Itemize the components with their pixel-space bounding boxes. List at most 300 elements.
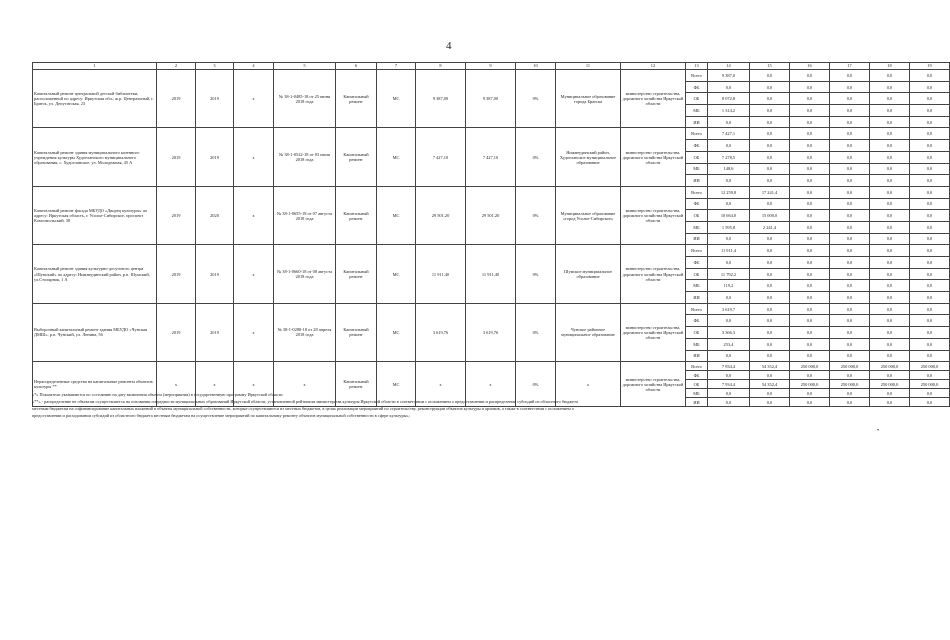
remaining-cost: x (466, 362, 516, 407)
readiness-percent: 0% (516, 70, 556, 128)
funding-value: 0,0 (910, 70, 950, 82)
funding-source: ОБ (686, 151, 708, 163)
funding-value: 0,0 (830, 163, 870, 175)
funding-source: Всего (686, 362, 708, 371)
funding-value: 10 664,0 (708, 210, 750, 222)
funding-source: Всего (686, 70, 708, 82)
funding-value: 0,0 (870, 280, 910, 292)
funding-value: 0,0 (830, 140, 870, 152)
funding-source: ФБ (686, 140, 708, 152)
funding-source: ОБ (686, 268, 708, 280)
column-number: 9 (466, 63, 516, 70)
funding-value: 0,0 (870, 163, 910, 175)
funding-value: 0,0 (750, 163, 790, 175)
funding-value: 0,0 (830, 389, 870, 398)
ownership: МС (377, 186, 416, 244)
funding-source: ИИ (686, 116, 708, 128)
funding-source: ФБ (686, 198, 708, 210)
funding-value: 0,0 (790, 315, 830, 327)
funding-source: МБ (686, 280, 708, 292)
funding-source: ФБ (686, 315, 708, 327)
funding-value: 0,0 (790, 93, 830, 105)
funding-value: 0,0 (708, 389, 750, 398)
funding-source: ОБ (686, 93, 708, 105)
funding-value: 17 241,4 (750, 186, 790, 198)
funding-source: ОБ (686, 210, 708, 222)
year-end: 2020 (196, 186, 234, 244)
funding-value: 0,0 (750, 175, 790, 187)
funding-value: 12 259,8 (708, 186, 750, 198)
funding-value: 250 000,0 (830, 362, 870, 371)
funding-value: 7 278,5 (708, 151, 750, 163)
year-start: 2019 (157, 70, 196, 128)
object-name: Капитальный ремонт центральной детской библиотеки, расположенной по адресу: Иркутская обл., ж.р. Центральный, г. Братск, ул. Депутатская, 23 (33, 70, 157, 128)
funding-value: 0,0 (750, 93, 790, 105)
funding-value: 0,0 (790, 198, 830, 210)
column-number: 16 (790, 63, 830, 70)
funding-value: 54 352,4 (750, 362, 790, 371)
funding-value: 0,0 (910, 233, 950, 245)
funding-source: Всего (686, 186, 708, 198)
estimated-cost: 9 387,00 (416, 70, 466, 128)
funding-source: ИИ (686, 175, 708, 187)
year-start: 2019 (157, 186, 196, 244)
table-row (33, 128, 950, 140)
customer: министерство строительства, дорожного хозяйства Иркутской области (621, 303, 686, 361)
funding-source: ФБ (686, 257, 708, 269)
funding-value: 0,0 (830, 280, 870, 292)
funding-value: 0,0 (910, 140, 950, 152)
funding-value: 0,0 (910, 389, 950, 398)
column-number: 8 (416, 63, 466, 70)
column-number: 11 (556, 63, 621, 70)
object-name: Нераспределенные средства на капитальные ремонты объектов культуры ** (33, 362, 157, 407)
readiness-percent: 0% (516, 128, 556, 186)
funding-value: 0,0 (870, 93, 910, 105)
funding-value: 2 241,4 (750, 221, 790, 233)
funding-value: 0,0 (870, 116, 910, 128)
table-row (33, 245, 950, 257)
funding-value: 0,0 (830, 233, 870, 245)
remaining-cost: 29 501,20 (466, 186, 516, 244)
document-ref: № 38-1-0485-18 от 25 июня 2018 года (274, 70, 336, 128)
funding-value: 0,0 (750, 292, 790, 304)
funding-value: 0,0 (708, 398, 750, 407)
year-end: 2019 (196, 128, 234, 186)
funding-source: Всего (686, 245, 708, 257)
funding-value: 0,0 (870, 81, 910, 93)
column-number: 7 (377, 63, 416, 70)
funding-value: 11 911,4 (708, 245, 750, 257)
funding-source: МБ (686, 338, 708, 350)
funding-value: 0,0 (750, 140, 790, 152)
funding-value: 0,0 (910, 338, 950, 350)
column-number: 13 (686, 63, 708, 70)
col4-value: x (234, 245, 274, 303)
funding-value: 0,0 (790, 128, 830, 140)
funding-value: 0,0 (708, 292, 750, 304)
ownership: МС (377, 70, 416, 128)
customer: министерство строительства, дорожного хозяйства Иркутской области (621, 70, 686, 128)
funding-value: 0,0 (830, 128, 870, 140)
recipient: Муниципальное образование города Братска (556, 70, 621, 128)
estimated-cost: 29 501,20 (416, 186, 466, 244)
funding-value: 0,0 (830, 371, 870, 380)
funding-value: 0,0 (910, 116, 950, 128)
funding-value: 3 366,3 (708, 327, 750, 339)
funding-value: 0,0 (910, 303, 950, 315)
object-name: Выборочный капитальный ремонт здания МБУДО «Чунская ДМШ», р.п. Чунский, ул. Ленина, 56 (33, 303, 157, 361)
customer: министерство строительства, дорожного хозяйства Иркутской области (621, 128, 686, 186)
recipient: Чунское районное муниципальное образование (556, 303, 621, 361)
funding-value: 54 352,4 (750, 380, 790, 389)
funding-value: 0,0 (830, 398, 870, 407)
footnote-line: «**» - распределение не объектам осуществляется на основании очередности муниципальных образований Иркутской области, установленной рейтингом министерства культуры Иркутской области в соответствии с положением о предоставлении и распределении субсидий из областного бюджета (32, 399, 578, 404)
funding-source: МБ (686, 221, 708, 233)
year-end: x (196, 362, 234, 407)
funding-source: Всего (686, 128, 708, 140)
funding-value: 0,0 (830, 268, 870, 280)
year-start: 2019 (157, 303, 196, 361)
funding-value: 0,0 (910, 210, 950, 222)
funding-value: 0,0 (830, 186, 870, 198)
funding-value: 253,4 (708, 338, 750, 350)
funding-value: 0,0 (750, 105, 790, 117)
funding-value: 0,0 (910, 93, 950, 105)
funding-value: 0,0 (750, 350, 790, 362)
funding-value: 0,0 (830, 175, 870, 187)
customer: министерство строительства, дорожного хозяйства Иркутской области (621, 362, 686, 407)
capital-repair-table (32, 62, 950, 407)
estimated-cost: 3 619,76 (416, 303, 466, 361)
funding-value: 119,2 (708, 280, 750, 292)
funding-value: 0,0 (910, 371, 950, 380)
recipient: Муниципальное образование «город Усолье-Сибирское» (556, 186, 621, 244)
work-type: Капитальный ремонт (336, 70, 377, 128)
funding-value: 0,0 (910, 186, 950, 198)
column-number: 2 (157, 63, 196, 70)
funding-source: МБ (686, 105, 708, 117)
estimated-cost: x (416, 362, 466, 407)
object-name: Капитальный ремонт здания культурно-досугового центра «Шумский» по адресу: Нижнеудинский район, р.п. Шумский, ул.Столярная, 1 А (33, 245, 157, 303)
funding-value: 0,0 (790, 398, 830, 407)
funding-value: 0,0 (910, 350, 950, 362)
funding-value: 0,0 (870, 221, 910, 233)
footnotes (32, 391, 872, 419)
estimated-cost: 7 427,10 (416, 128, 466, 186)
funding-value: 0,0 (910, 268, 950, 280)
ownership: МС (377, 303, 416, 361)
funding-value: 0,0 (790, 116, 830, 128)
column-number: 10 (516, 63, 556, 70)
column-number-row (33, 63, 950, 70)
funding-value: 250 000,0 (790, 362, 830, 371)
remaining-cost: 11 911,40 (466, 245, 516, 303)
funding-value: 0,0 (790, 70, 830, 82)
funding-value: 0,0 (870, 315, 910, 327)
funding-value: 0,0 (750, 151, 790, 163)
year-start: 2019 (157, 128, 196, 186)
funding-value: 0,0 (830, 245, 870, 257)
table-row (33, 70, 950, 82)
funding-source: ИИ (686, 398, 708, 407)
funding-value: 0,0 (790, 140, 830, 152)
readiness-percent: 0% (516, 186, 556, 244)
funding-value: 0,0 (830, 292, 870, 304)
funding-value: 0,0 (830, 221, 870, 233)
remaining-cost: 9 387,00 (466, 70, 516, 128)
funding-value: 0,0 (910, 221, 950, 233)
funding-value: 0,0 (750, 338, 790, 350)
funding-value: 0,0 (708, 257, 750, 269)
funding-value: 0,0 (750, 116, 790, 128)
year-start: 2019 (157, 245, 196, 303)
funding-value: 0,0 (870, 210, 910, 222)
funding-value: 0,0 (910, 128, 950, 140)
funding-value: 0,0 (910, 151, 950, 163)
funding-value: 0,0 (750, 257, 790, 269)
column-number: 15 (750, 63, 790, 70)
funding-value: 0,0 (790, 221, 830, 233)
funding-value: 0,0 (708, 350, 750, 362)
funding-value: 0,0 (790, 163, 830, 175)
funding-value: 0,0 (910, 315, 950, 327)
funding-value: 0,0 (870, 70, 910, 82)
funding-value: 0,0 (790, 81, 830, 93)
funding-value: 0,0 (830, 257, 870, 269)
funding-value: 0,0 (790, 151, 830, 163)
funding-value: 0,0 (870, 292, 910, 304)
funding-value: 0,0 (870, 245, 910, 257)
funding-value: 0,0 (910, 398, 950, 407)
funding-value: 0,0 (790, 268, 830, 280)
funding-value: 0,0 (750, 198, 790, 210)
funding-value: 0,0 (910, 198, 950, 210)
col4-value: x (234, 303, 274, 361)
customer: министерство строительства, дорожного хозяйства Иркутской области (621, 245, 686, 303)
recipient: x (556, 362, 621, 407)
remaining-cost: 7 427,10 (466, 128, 516, 186)
col4-value: x (234, 70, 274, 128)
funding-value: 0,0 (910, 292, 950, 304)
funding-value: 0,0 (830, 105, 870, 117)
funding-value: 0,0 (870, 389, 910, 398)
funding-value: 0,0 (790, 257, 830, 269)
column-number: 6 (336, 63, 377, 70)
readiness-percent: 0% (516, 245, 556, 303)
funding-value: 0,0 (830, 327, 870, 339)
funding-value: 250 000,0 (910, 362, 950, 371)
funding-value: 0,0 (790, 245, 830, 257)
ownership: МС (377, 128, 416, 186)
funding-value: 0,0 (790, 389, 830, 398)
document-ref: № 38-1-0660-18 от 08 августа 2018 года (274, 245, 336, 303)
funding-value: 0,0 (870, 198, 910, 210)
funding-value: 0,0 (790, 233, 830, 245)
funding-value: 250 000,0 (870, 380, 910, 389)
funding-value: 0,0 (750, 280, 790, 292)
funding-value: 0,0 (790, 371, 830, 380)
funding-value: 0,0 (910, 175, 950, 187)
customer: министерство строительства, дорожного хозяйства Иркутской области (621, 186, 686, 244)
funding-value: 0,0 (910, 81, 950, 93)
stray-mark: • (877, 428, 880, 434)
funding-value: 9 387,0 (708, 70, 750, 82)
funding-value: 0,0 (870, 151, 910, 163)
funding-value: 0,0 (750, 327, 790, 339)
funding-value: 0,0 (750, 245, 790, 257)
estimated-cost: 11 911,40 (416, 245, 466, 303)
footnote-line: местным бюджетам на софинансирование капитальных вложений в объекты муниципальной собственности, которые осуществляются из местных бюджетов, в целях реализации мероприятий по строительству, реконструкции объектов культуры и архивов, а также в соответствии с положением о (32, 406, 574, 411)
funding-value: 7 934,4 (708, 362, 750, 371)
funding-value: 0,0 (750, 315, 790, 327)
year-end: 2019 (196, 245, 234, 303)
year-end: 2019 (196, 303, 234, 361)
funding-value: 0,0 (790, 175, 830, 187)
funding-source: ФБ (686, 371, 708, 380)
funding-value: 0,0 (910, 257, 950, 269)
funding-value: 0,0 (708, 233, 750, 245)
funding-value: 0,0 (708, 81, 750, 93)
funding-value: 1 314,2 (708, 105, 750, 117)
col4-value: x (234, 128, 274, 186)
table-row (33, 362, 950, 371)
funding-value: 0,0 (830, 93, 870, 105)
funding-source: ИИ (686, 292, 708, 304)
column-number: 5 (274, 63, 336, 70)
funding-value: 0,0 (830, 116, 870, 128)
funding-value: 250 000,0 (790, 380, 830, 389)
funding-value: 0,0 (830, 303, 870, 315)
column-number: 1 (33, 63, 157, 70)
column-number: 14 (708, 63, 750, 70)
readiness-percent: 0% (516, 362, 556, 407)
funding-value: 0,0 (870, 350, 910, 362)
funding-value: 7 427,1 (708, 128, 750, 140)
funding-value: 0,0 (708, 175, 750, 187)
funding-value: 0,0 (790, 292, 830, 304)
document-ref: № 38-1-0522-18 от 03 июля 2018 года (274, 128, 336, 186)
funding-value: 0,0 (830, 70, 870, 82)
column-number: 4 (234, 63, 274, 70)
funding-value: 0,0 (870, 128, 910, 140)
page-number: 4 (446, 40, 452, 52)
funding-value: 3 619,7 (708, 303, 750, 315)
funding-value: 0,0 (910, 327, 950, 339)
funding-value: 250 000,0 (830, 380, 870, 389)
document-ref: x (274, 362, 336, 407)
funding-value: 0,0 (830, 151, 870, 163)
funding-value: 0,0 (750, 303, 790, 315)
funding-value: 11 792,2 (708, 268, 750, 280)
funding-value: 0,0 (790, 210, 830, 222)
funding-value: 0,0 (750, 128, 790, 140)
funding-value: 0,0 (870, 105, 910, 117)
recipient: Шумское муниципальное образование (556, 245, 621, 303)
work-type: Капитальный ремонт (336, 128, 377, 186)
funding-source: ОБ (686, 327, 708, 339)
col4-value: x (234, 362, 274, 407)
funding-value: 0,0 (870, 268, 910, 280)
funding-value: 0,0 (910, 163, 950, 175)
funding-value: 0,0 (790, 105, 830, 117)
column-number: 19 (910, 63, 950, 70)
funding-value: 0,0 (830, 315, 870, 327)
funding-value: 0,0 (910, 280, 950, 292)
footnote-line: предоставлении и расходовании субсидий из областного бюджета местным бюджетам на осуществление мероприятий по капитальному ремонту объектов муниципальной собственности в сфере культуры»; (32, 413, 410, 418)
funding-value: 0,0 (830, 210, 870, 222)
funding-value: 0,0 (830, 350, 870, 362)
remaining-cost: 3 619,76 (466, 303, 516, 361)
funding-value: 0,0 (790, 280, 830, 292)
funding-value: 0,0 (870, 303, 910, 315)
funding-value: 0,0 (708, 315, 750, 327)
funding-value: 0,0 (708, 116, 750, 128)
funding-value: 0,0 (830, 198, 870, 210)
funding-value: 0,0 (750, 398, 790, 407)
object-name: Капитальный ремонт здания муниципального казенного учреждения культуры Худоеланского муниципального образования, с. Худоеланское, ул. Молодежная, 45 А (33, 128, 157, 186)
funding-source: МБ (686, 389, 708, 398)
year-end: 2019 (196, 70, 234, 128)
funding-value: 0,0 (750, 268, 790, 280)
funding-value: 250 000,0 (910, 380, 950, 389)
funding-value: 0,0 (790, 186, 830, 198)
funding-value: 0,0 (790, 350, 830, 362)
funding-value: 148,6 (708, 163, 750, 175)
funding-value: 7 934,4 (708, 380, 750, 389)
funding-value: 250 000,0 (870, 362, 910, 371)
funding-value: 0,0 (910, 105, 950, 117)
funding-value: 0,0 (870, 140, 910, 152)
footnote-line: «*» Показатели указываются по состоянию на дату включения объекта (мероприятия) в государственную программу Иркутской области (32, 392, 283, 397)
funding-value: 0,0 (870, 175, 910, 187)
column-number: 12 (621, 63, 686, 70)
recipient: Нижнеудинский район, Худоеланское муниципальное образование (556, 128, 621, 186)
funding-value: 0,0 (870, 233, 910, 245)
work-type: Капитальный ремонт (336, 362, 377, 407)
work-type: Капитальный ремонт (336, 186, 377, 244)
funding-source: МБ (686, 163, 708, 175)
year-start: x (157, 362, 196, 407)
col4-value: x (234, 186, 274, 244)
funding-value: 0,0 (870, 327, 910, 339)
funding-value: 0,0 (708, 198, 750, 210)
work-type: Капитальный ремонт (336, 245, 377, 303)
funding-value: 0,0 (910, 245, 950, 257)
funding-source: ИИ (686, 350, 708, 362)
funding-value: 0,0 (790, 303, 830, 315)
readiness-percent: 0% (516, 303, 556, 361)
funding-value: 15 000,0 (750, 210, 790, 222)
funding-value: 0,0 (870, 371, 910, 380)
funding-value: 0,0 (750, 371, 790, 380)
funding-value: 0,0 (790, 338, 830, 350)
funding-value: 1 595,8 (708, 221, 750, 233)
table-row (33, 186, 950, 198)
document-ref: № 38-1-0655-18 от 07 августа 2018 года (274, 186, 336, 244)
funding-source: ОБ (686, 380, 708, 389)
funding-source: ИИ (686, 233, 708, 245)
funding-value: 0,0 (870, 186, 910, 198)
column-number: 17 (830, 63, 870, 70)
funding-value: 0,0 (830, 338, 870, 350)
funding-source: ФБ (686, 81, 708, 93)
column-number: 3 (196, 63, 234, 70)
object-name: Капитальный ремонт фасада МБУДО «Дворец культуры» по адресу: Иркутская область, г. Усолье-Сибирское, проспект Комсомольский, 30 (33, 186, 157, 244)
funding-value: 0,0 (790, 327, 830, 339)
ownership: МС (377, 362, 416, 407)
funding-value: 0,0 (870, 257, 910, 269)
